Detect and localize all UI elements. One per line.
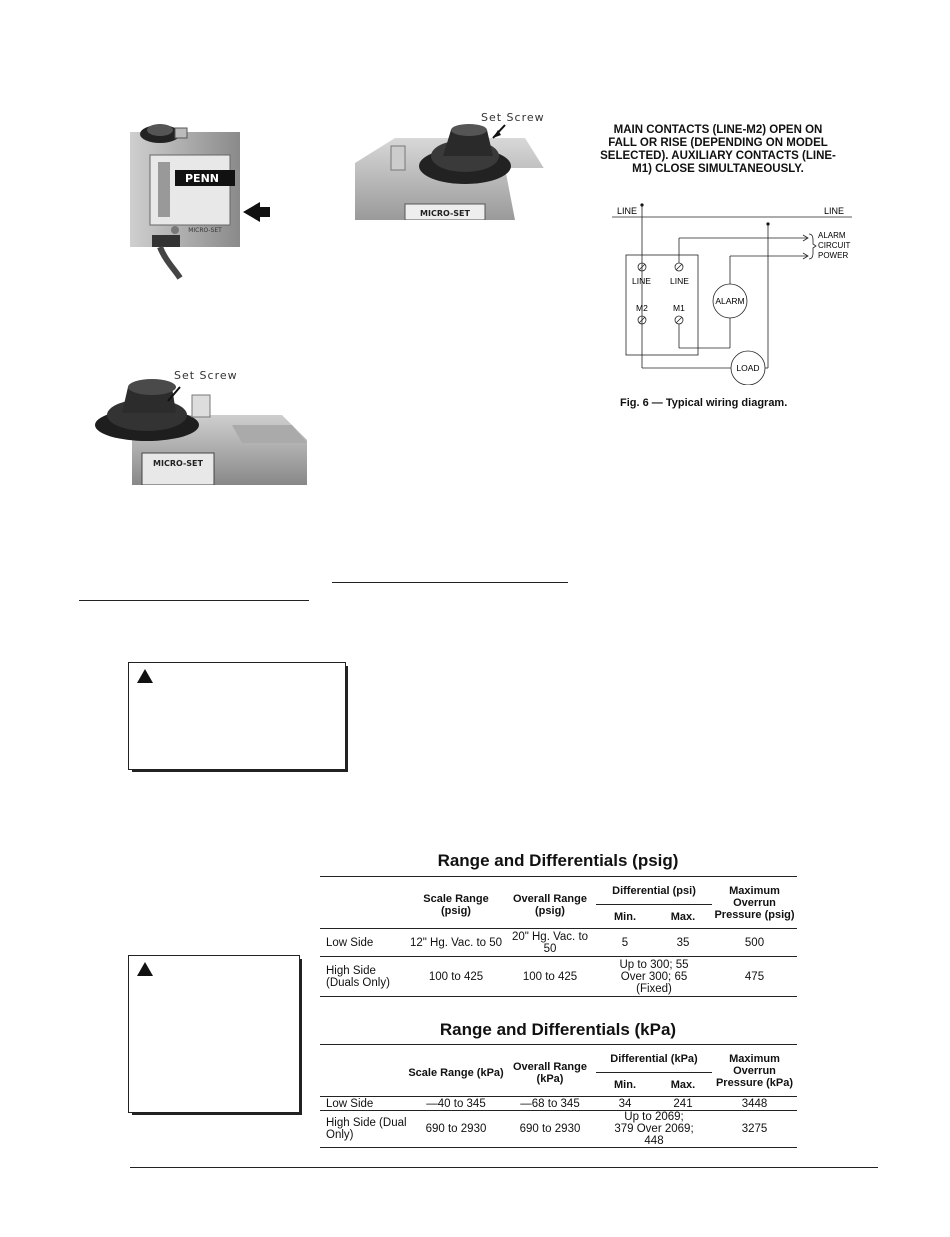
alarm-circuit-label-2: CIRCUIT	[818, 241, 851, 250]
row-label: High Side (Dual Only)	[326, 1117, 407, 1141]
alarm-circuit-label-1: ALARM	[818, 231, 846, 240]
header-max: Max.	[670, 910, 696, 923]
header-scale-range: Scale Range (psig)	[423, 893, 489, 917]
control-photo-front	[120, 120, 280, 280]
diff-max-cell: 35	[676, 936, 690, 949]
brand-label: PENN	[185, 172, 219, 185]
psig-table	[320, 876, 797, 997]
header-max: Max.	[670, 1078, 696, 1091]
overrun-cell: 3275	[741, 1123, 768, 1135]
overall-range-cell: 100 to 425	[522, 970, 578, 983]
kpa-table-title: Range and Differentials (kPa)	[439, 1020, 677, 1039]
dial-label: MICRO-SET	[420, 209, 470, 218]
header-min: Min.	[614, 910, 636, 923]
header-scale-range: Scale Range (kPa)	[408, 1067, 504, 1079]
arrow-icon	[243, 202, 270, 222]
overrun-cell: 475	[744, 970, 765, 983]
row-label: High Side (Duals Only)	[326, 964, 390, 989]
dial-label: MICRO-SET	[153, 459, 203, 468]
diff-min-cell: 5	[621, 936, 629, 949]
header-overrun: Maximum Overrun Pressure (psig)	[714, 884, 795, 921]
wiring-title: MAIN CONTACTS (LINE-M2) OPEN ON FALL OR RISE (DEPENDING ON MODEL SELECTED). AUXILIARY CONTACTS (LINE-M1) CLOSE SIMULTANEOUSLY.	[600, 124, 836, 175]
overall-range-cell: 20" Hg. Vac. to 50	[511, 930, 589, 955]
warning-box	[128, 662, 346, 770]
overrun-cell: 3448	[741, 1097, 768, 1110]
header-differential: Differential (psi)	[596, 877, 712, 905]
alarm-label: ALARM	[715, 296, 745, 306]
overall-range-cell: 690 to 2930	[519, 1123, 581, 1135]
dial-label: MICRO-SET	[188, 227, 222, 234]
diff-min-cell: 34	[618, 1097, 632, 1110]
dial-photo-side	[92, 365, 307, 485]
terminal-m2: M2	[636, 303, 648, 313]
terminal-m1: M1	[673, 303, 685, 313]
header-overall-range: Overall Range (psig)	[513, 893, 587, 917]
differential-cell: Up to 2069; 379 Over 2069; 448	[614, 1111, 694, 1147]
dial-photo-top	[355, 108, 555, 220]
header-differential: Differential (kPa)	[596, 1045, 712, 1073]
line-left-label: LINE	[617, 206, 638, 216]
terminal-line-1: LINE	[632, 276, 651, 286]
psig-table-title: Range and Differentials (psig)	[437, 851, 679, 870]
figure-caption: Fig. 6 — Typical wiring diagram.	[620, 397, 788, 409]
set-screw-caption: Set Screw	[174, 369, 238, 382]
alarm-circuit-label-3: POWER	[818, 251, 849, 260]
overall-range-cell: —68 to 345	[520, 1097, 580, 1110]
table-row	[320, 1097, 797, 1111]
header-min: Min.	[614, 1078, 636, 1091]
footer-rule	[130, 1167, 878, 1168]
table-row	[320, 957, 797, 997]
wiring-diagram	[612, 200, 852, 385]
warning-box	[128, 955, 300, 1113]
overrun-cell: 500	[744, 936, 765, 949]
table-row	[320, 1111, 797, 1148]
line-right-label: LINE	[824, 206, 845, 216]
scale-range-cell: 12" Hg. Vac. to 50	[409, 936, 503, 949]
scale-range-cell: 100 to 425	[428, 970, 484, 983]
kpa-table	[320, 1044, 797, 1148]
rule	[79, 600, 309, 601]
warning-icon	[137, 962, 153, 976]
set-screw-caption: Set Screw	[481, 111, 545, 124]
scale-range-cell: 690 to 2930	[425, 1123, 487, 1135]
load-label: LOAD	[736, 363, 760, 373]
header-overall-range: Overall Range (kPa)	[513, 1061, 587, 1085]
rule	[332, 582, 568, 583]
row-label: Low Side	[326, 936, 374, 949]
table-row	[320, 929, 797, 957]
header-overrun: Maximum Overrun Pressure (kPa)	[715, 1052, 794, 1089]
warning-icon	[137, 669, 153, 683]
differential-cell: Up to 300; 55 Over 300; 65 (Fixed)	[619, 958, 689, 995]
scale-range-cell: —40 to 345	[426, 1097, 486, 1110]
terminal-line-2: LINE	[670, 276, 689, 286]
row-label: Low Side	[326, 1097, 374, 1110]
diff-max-cell: 241	[673, 1097, 693, 1110]
